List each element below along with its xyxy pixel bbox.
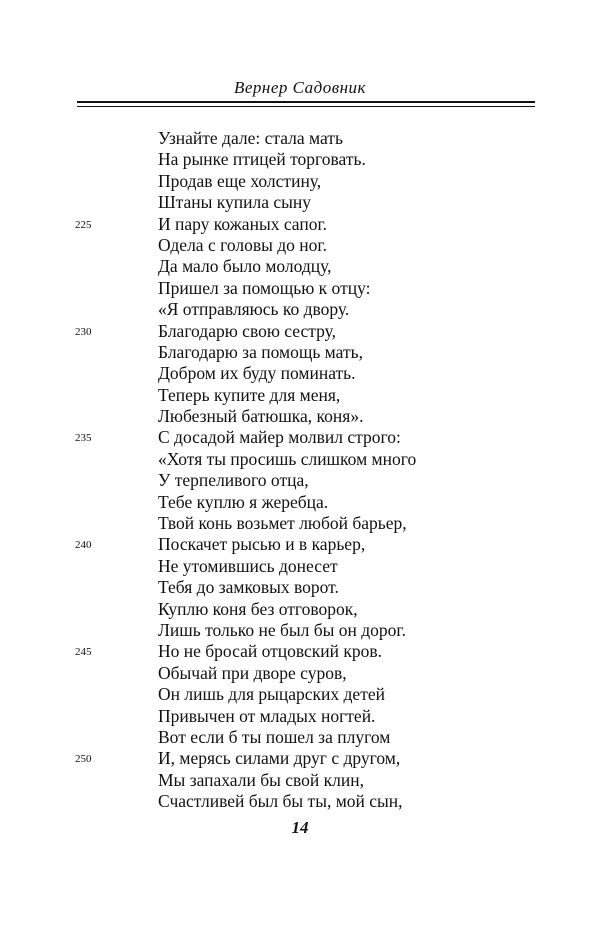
poem-line-text: Тебя до замковых ворот.: [158, 577, 339, 598]
poem-line-text: Куплю коня без отговорок,: [158, 598, 358, 619]
poem-line-text: Пришел за помощью к отцу:: [158, 277, 371, 298]
poem-line-text: Мы запахали бы свой клин,: [158, 769, 364, 790]
poem-line-text: Благодарю за помощь мать,: [158, 341, 363, 362]
poem-line: [0, 342, 600, 363]
poem-line: [0, 684, 600, 705]
poem-line: [0, 278, 600, 299]
line-number: 250: [75, 753, 92, 766]
poem-line-text: Лишь только не был бы он дорог.: [158, 619, 406, 640]
poem-line: [0, 748, 600, 769]
poem-line-text: У терпеливого отца,: [158, 470, 309, 491]
line-number: 240: [75, 539, 92, 552]
line-number: 230: [75, 325, 92, 338]
poem-line: [0, 363, 600, 384]
poem-line-text: Теперь купите для меня,: [158, 384, 341, 405]
poem-line: [0, 299, 600, 320]
poem-line: [0, 513, 600, 534]
poem-line-text: Вот если б ты пошел за плугом: [158, 726, 391, 747]
poem-line-text: Не утомившись донесет: [158, 555, 338, 576]
poem-line-text: Но не бросай отцовский кров.: [158, 641, 383, 662]
poem-line: [0, 770, 600, 791]
poem-line: [0, 192, 600, 213]
poem-line: [0, 727, 600, 748]
poem-line-text: Тебе куплю я жеребца.: [158, 491, 329, 512]
poem-line-text: Привычен от младых ногтей.: [158, 705, 376, 726]
poem-line: [0, 599, 600, 620]
line-number: 245: [75, 646, 92, 659]
poem-line: [0, 149, 600, 170]
line-number: 225: [75, 218, 92, 231]
poem-line-text: «Хотя ты просишь слишком много: [158, 448, 417, 469]
poem-body: [0, 128, 600, 813]
poem-line: [0, 235, 600, 256]
poem-line-text: Добром их буду поминать.: [158, 363, 356, 384]
poem-line-text: И, мерясь силами друг с другом,: [158, 748, 401, 769]
header-rule-thick: [77, 101, 535, 103]
poem-line: [0, 406, 600, 427]
poem-line-text: Одела с головы до ног.: [158, 234, 327, 255]
poem-line-text: Поскачет рысью и в карьер,: [158, 534, 366, 555]
poem-line-text: Продав еще холстину,: [158, 170, 322, 191]
poem-line: [0, 577, 600, 598]
poem-line-text: Штаны купила сыну: [158, 192, 312, 213]
poem-line: [0, 214, 600, 235]
poem-line: [0, 556, 600, 577]
poem-line: [0, 449, 600, 470]
poem-line: [0, 492, 600, 513]
poem-line: [0, 791, 600, 812]
poem-line: [0, 534, 600, 555]
poem-line-text: Счастливей был бы ты, мой сын,: [158, 791, 403, 812]
poem-line: [0, 321, 600, 342]
poem-line-text: Обычай при дворе суров,: [158, 662, 347, 683]
poem-line: [0, 385, 600, 406]
header-rule-thin: [77, 106, 535, 107]
poem-line-text: Благодарю свою сестру,: [158, 320, 336, 341]
poem-line-text: Любезный батюшка, коня».: [158, 406, 364, 427]
poem-line-text: Твой конь возьмет любой барьер,: [158, 513, 407, 534]
page-number: 14: [291, 818, 309, 837]
poem-line: [0, 663, 600, 684]
poem-line-text: На рынке птицей торговать.: [158, 149, 366, 170]
poem-line: [0, 470, 600, 491]
poem-line-text: С досадой майер молвил строго:: [158, 427, 401, 448]
poem-line-text: И пару кожаных сапог.: [158, 213, 328, 234]
poem-line: [0, 641, 600, 662]
poem-line: [0, 171, 600, 192]
poem-line-text: Он лишь для рыцарских детей: [158, 684, 385, 705]
poem-line-text: Да мало было молодцу,: [158, 256, 332, 277]
running-head: Вернер Садовник: [234, 78, 366, 97]
poem-line: [0, 620, 600, 641]
poem-line: [0, 706, 600, 727]
poem-line-text: «Я отправляюсь ко двору.: [158, 299, 350, 320]
poem-line: [0, 427, 600, 448]
poem-line: [0, 256, 600, 277]
line-number: 235: [75, 432, 92, 445]
poem-line-text: Узнайте дале: стала мать: [158, 128, 343, 148]
poem-line: [0, 128, 600, 149]
